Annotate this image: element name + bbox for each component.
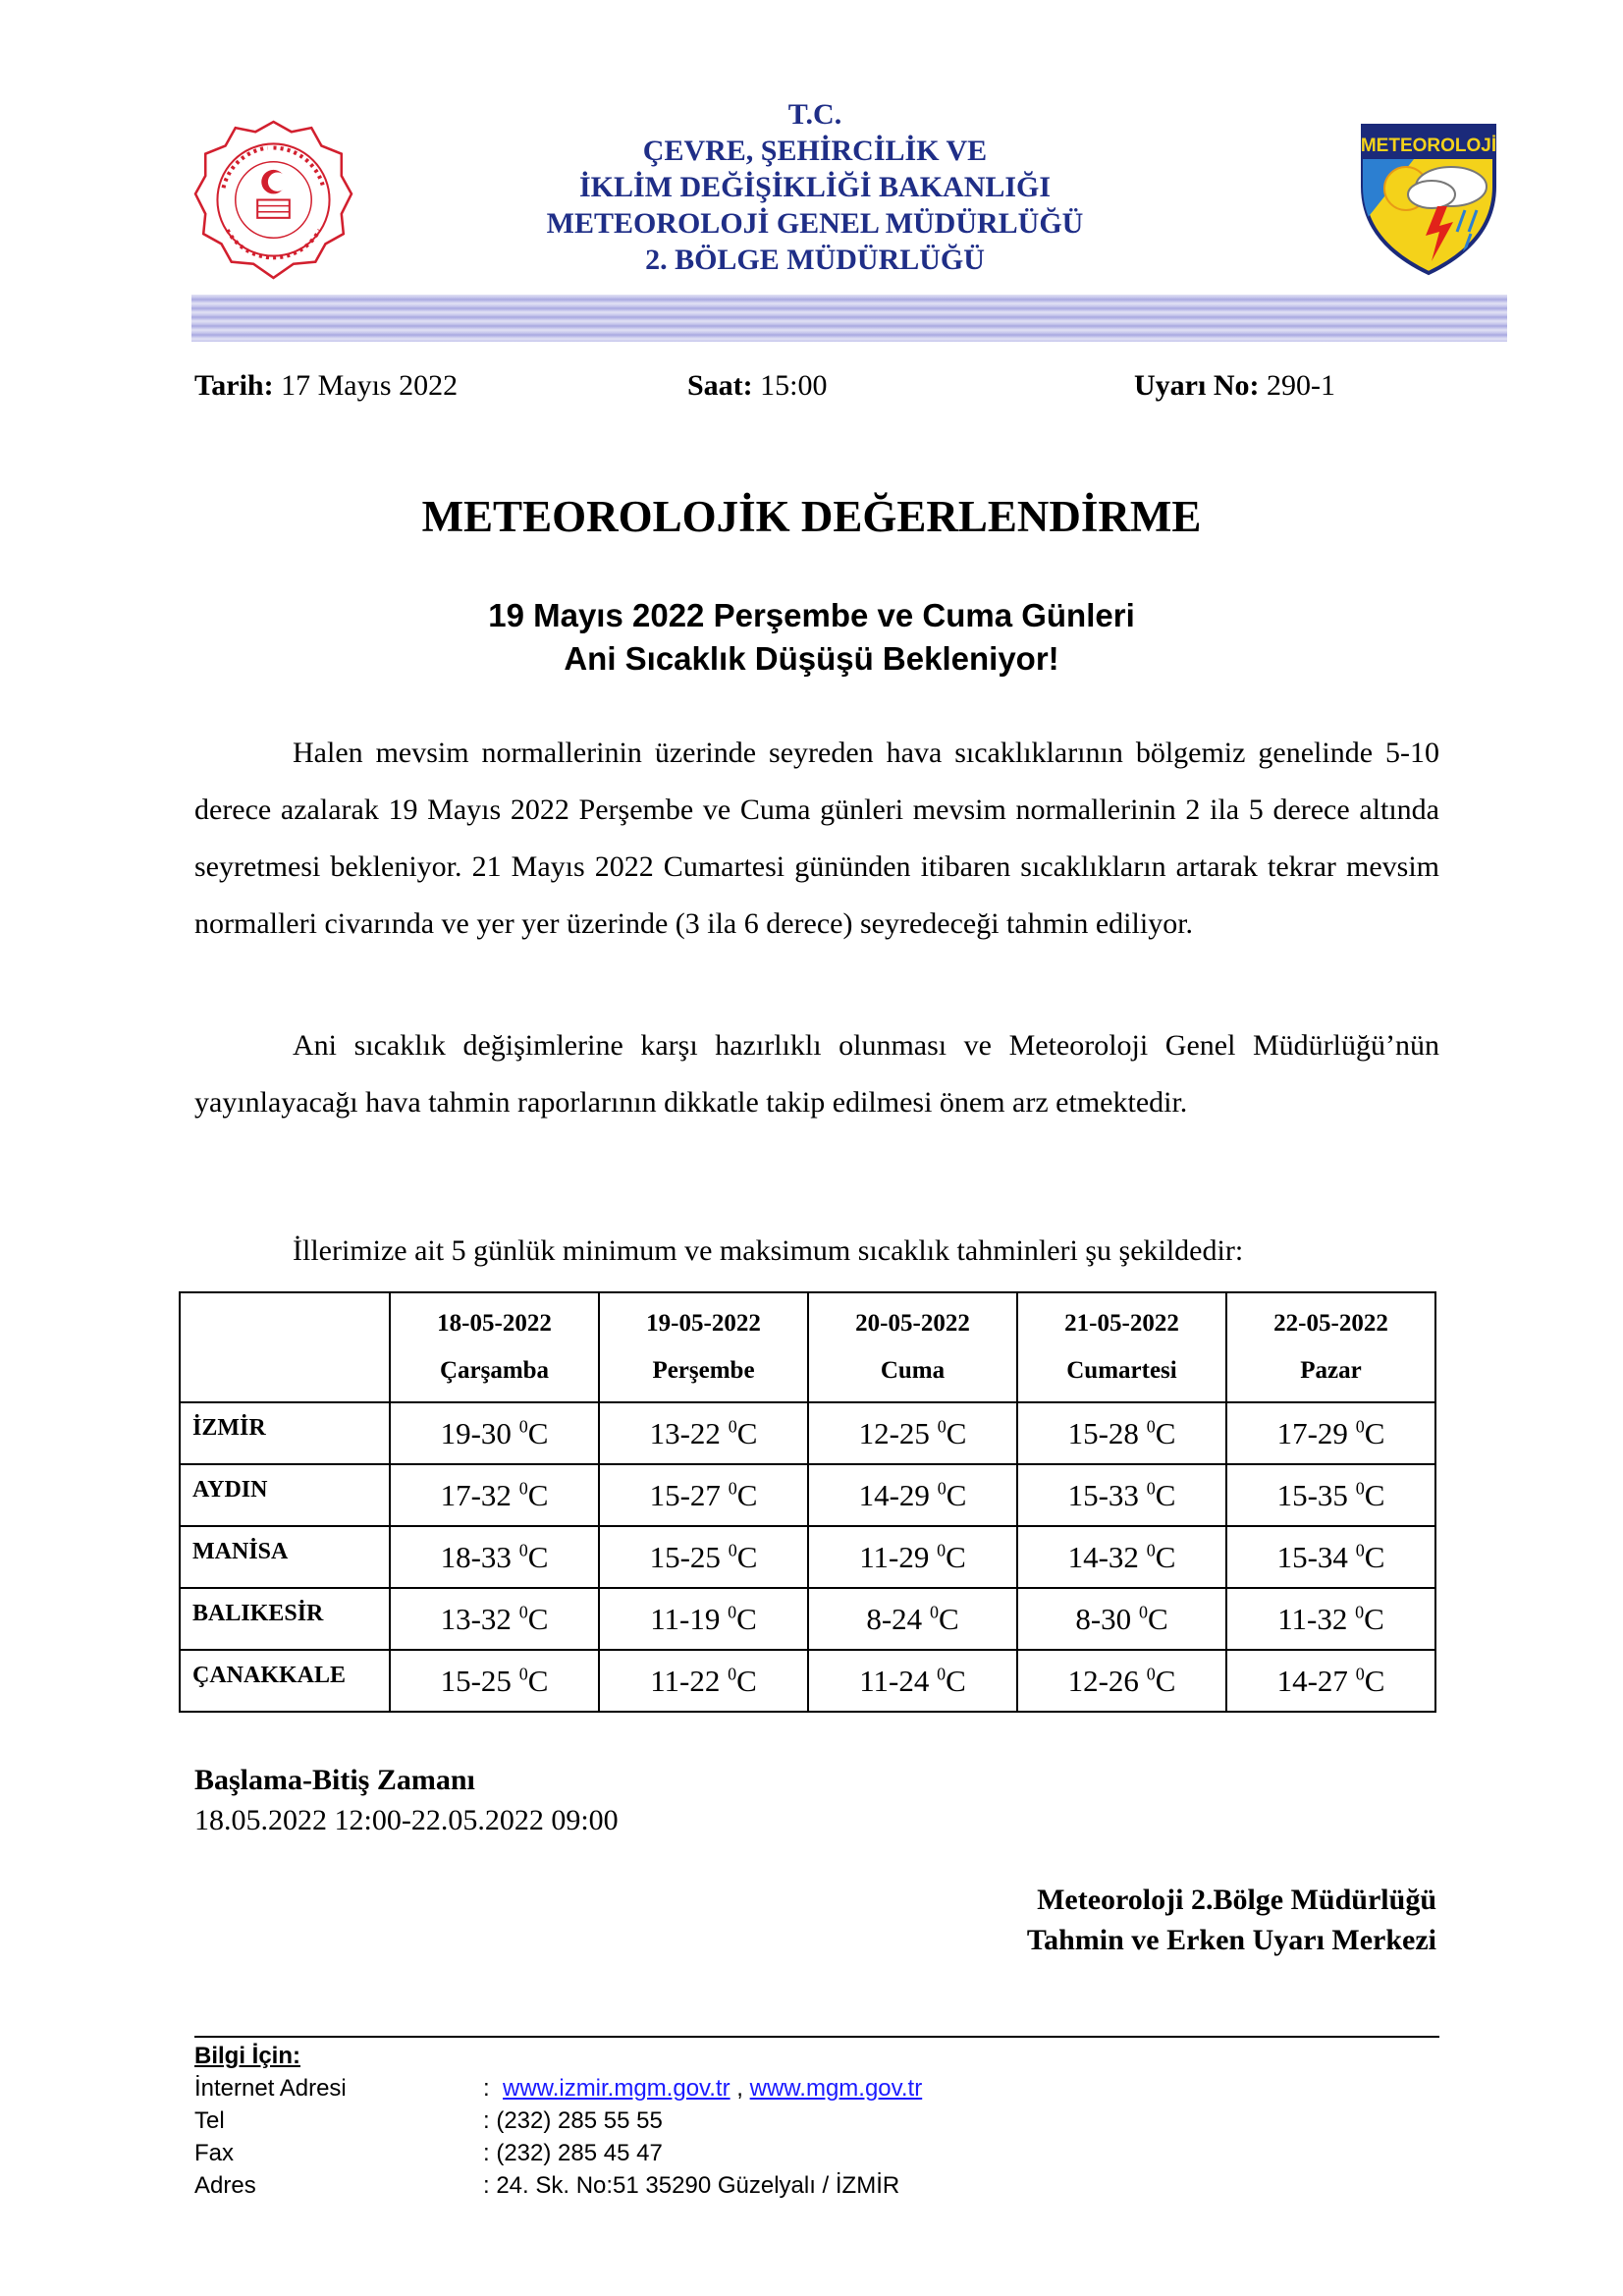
address-label: Adres: [194, 2172, 256, 2199]
temperature-cell: [599, 1402, 808, 1464]
unit: C: [1155, 1415, 1176, 1450]
ministry-seal-logo: [193, 120, 353, 280]
web-colon: :: [483, 2075, 490, 2102]
unit: C: [527, 1477, 549, 1512]
table-row: [180, 1526, 1435, 1588]
temperature-range: 11-22: [650, 1663, 721, 1698]
temperature-range: 11-19: [650, 1601, 721, 1636]
link-mgm[interactable]: www.mgm.gov.tr: [749, 2075, 923, 2102]
temperature-range: 17-29: [1276, 1415, 1348, 1450]
address-value: : 24. Sk. No:51 35290 Güzelyalı / İZMİR: [483, 2172, 900, 2199]
temperature-cell: [599, 1650, 808, 1712]
degree-sup: 0: [518, 1540, 528, 1560]
column-day: Perşembe: [652, 1357, 755, 1384]
column-date: 18-05-2022: [437, 1310, 552, 1337]
temperature-range: 12-25: [858, 1415, 930, 1450]
unit: C: [946, 1415, 967, 1450]
column-date: 20-05-2022: [855, 1310, 970, 1337]
degree-sup: 0: [1146, 1540, 1156, 1560]
temperature-range: 11-24: [859, 1663, 930, 1698]
degree-sup: 0: [1355, 1602, 1365, 1622]
city-cell: MANİSA: [180, 1526, 390, 1588]
column-day: Cumartesi: [1066, 1357, 1177, 1384]
date-value: 17 Mayıs 2022: [281, 369, 459, 402]
temperature-cell: [808, 1402, 1017, 1464]
signature-block: [884, 1880, 1436, 1960]
paragraph-1: Halen mevsim normallerinin üzerinde seyreden hava sıcaklıklarının bölgemiz genelinde 5-10 derece azalarak 19 Mayıs 2022 Perşembe ve Cuma günleri mevsim normallerinin 2 ila 5 derece altında seyretmesi bekleniyor. 21 Mayıs 2022 Cumartesi gününden itibaren sıcaklıkların artarak tekrar mevsim normalleri civarında ve yer yer üzerinde (3 ila 6 derece) seyredeceği tahmin ediliyor.: [194, 737, 1439, 940]
temperature-cell: [1017, 1402, 1226, 1464]
column-day: Pazar: [1300, 1357, 1362, 1384]
organization-heading: [373, 96, 1257, 278]
tel-value: : (232) 285 55 55: [483, 2107, 663, 2134]
temperature-range: 14-29: [858, 1477, 930, 1512]
temperature-range: 15-35: [1276, 1477, 1348, 1512]
org-line-3: İKLİM DEĞİŞİKLİĞİ BAKANLIĞI: [578, 171, 1052, 203]
degree-sup: 0: [937, 1416, 947, 1437]
org-line-2: ÇEVRE, ŞEHİRCİLİK VE: [642, 135, 988, 167]
temperature-range: 15-27: [649, 1477, 721, 1512]
paragraph-3: İllerimize ait 5 günlük minimum ve maksimum sıcaklık tahminleri şu şekildedir:: [293, 1234, 1244, 1267]
temperature-forecast-table: [179, 1291, 1436, 1713]
document-subtitle: [0, 594, 1623, 681]
degree-sup: 0: [937, 1664, 947, 1684]
unit: C: [527, 1415, 549, 1450]
degree-sup: 0: [1146, 1478, 1156, 1499]
unit: C: [1155, 1539, 1176, 1574]
unit: C: [527, 1663, 549, 1698]
paragraph-2: Ani sıcaklık değişimlerine karşı hazırlıklı olunması ve Meteoroloji Genel Müdürlüğü’nün yayınlayacağı hava tahmin raporlarının dikkatle takip edilmesi önem arz etmektedir.: [194, 1029, 1439, 1119]
degree-sup: 0: [1138, 1602, 1148, 1622]
column-header: [599, 1292, 808, 1402]
temperature-cell: [1226, 1650, 1435, 1712]
fax-value: : (232) 285 45 47: [483, 2140, 663, 2166]
unit: C: [736, 1601, 757, 1636]
temperature-range: 18-33: [440, 1539, 512, 1574]
date-field: [194, 369, 458, 403]
city-cell: BALIKESİR: [180, 1588, 390, 1650]
degree-sup: 0: [1146, 1664, 1156, 1684]
temperature-range: 11-29: [859, 1539, 930, 1574]
temperature-cell: [390, 1464, 599, 1526]
warning-label: Uyarı No:: [1134, 369, 1260, 402]
temperature-range: 8-24: [866, 1601, 923, 1636]
header-divider-band: [191, 295, 1507, 342]
unit: C: [946, 1539, 966, 1574]
signature-line-2: Tahmin ve Erken Uyarı Merkezi: [1026, 1924, 1436, 1956]
web-label: İnternet Adresi: [194, 2075, 347, 2102]
period-label: Başlama-Bitiş Zamanı: [194, 1764, 475, 1796]
temperature-range: 14-32: [1067, 1539, 1139, 1574]
column-header: [390, 1292, 599, 1402]
unit: C: [736, 1477, 758, 1512]
subtitle-line-2: Ani Sıcaklık Düşüşü Bekleniyor!: [564, 640, 1059, 677]
unit: C: [1147, 1601, 1168, 1636]
temperature-cell: [808, 1526, 1017, 1588]
org-line-1: T.C.: [787, 98, 842, 131]
temperature-cell: [1226, 1588, 1435, 1650]
table-row: [180, 1402, 1435, 1464]
unit: C: [946, 1663, 966, 1698]
column-day: Cuma: [880, 1357, 946, 1384]
degree-sup: 0: [728, 1664, 737, 1684]
web-separator: ,: [736, 2075, 743, 2102]
temperature-cell: [1226, 1402, 1435, 1464]
degree-sup: 0: [1355, 1416, 1365, 1437]
temperature-cell: [1226, 1464, 1435, 1526]
unit: C: [1364, 1663, 1385, 1698]
temperature-cell: [1017, 1526, 1226, 1588]
degree-sup: 0: [518, 1664, 528, 1684]
unit: C: [1364, 1477, 1385, 1512]
temperature-cell: [808, 1464, 1017, 1526]
temperature-range: 8-30: [1075, 1601, 1132, 1636]
temperature-cell: [1017, 1588, 1226, 1650]
table-header-row: [180, 1292, 1435, 1402]
table-row: [180, 1650, 1435, 1712]
temperature-cell: [599, 1464, 808, 1526]
temperature-cell: [808, 1588, 1017, 1650]
degree-sup: 0: [518, 1602, 528, 1622]
temperature-range: 15-33: [1067, 1477, 1139, 1512]
temperature-range: 15-25: [649, 1539, 721, 1574]
org-line-4: METEOROLOJİ GENEL MÜDÜRLÜĞÜ: [546, 207, 1084, 240]
degree-sup: 0: [728, 1540, 737, 1560]
time-label: Saat:: [687, 369, 753, 402]
document-title: METEOROLOJİK DEĞERLENDİRME: [421, 492, 1202, 541]
temperature-cell: [1017, 1464, 1226, 1526]
warning-value: 290-1: [1266, 369, 1335, 402]
city-cell: ÇANAKKALE: [180, 1650, 390, 1712]
unit: C: [1364, 1415, 1385, 1450]
column-header: [1017, 1292, 1226, 1402]
column-date: 22-05-2022: [1273, 1310, 1388, 1337]
link-izmir-mgm[interactable]: www.izmir.mgm.gov.tr: [503, 2075, 730, 2102]
temperature-cell: [599, 1588, 808, 1650]
temperature-cell: [390, 1650, 599, 1712]
temperature-cell: [390, 1588, 599, 1650]
unit: C: [946, 1477, 967, 1512]
temperature-range: 13-22: [649, 1415, 721, 1450]
temperature-range: 15-25: [440, 1663, 512, 1698]
meteoroloji-shield-logo: [1355, 116, 1502, 278]
signature-line-1: Meteoroloji 2.Bölge Müdürlüğü: [1037, 1884, 1436, 1916]
degree-sup: 0: [1355, 1664, 1365, 1684]
degree-sup: 0: [518, 1416, 528, 1437]
warning-number-field: [1134, 369, 1335, 403]
degree-sup: 0: [728, 1416, 737, 1437]
column-day: Çarşamba: [439, 1357, 550, 1384]
column-date: 19-05-2022: [646, 1310, 761, 1337]
degree-sup: 0: [929, 1602, 939, 1622]
date-label: Tarih:: [194, 369, 274, 402]
fax-label: Fax: [194, 2140, 235, 2166]
temperature-cell: [390, 1526, 599, 1588]
unit: C: [1155, 1663, 1176, 1698]
temperature-cell: [1017, 1650, 1226, 1712]
footer-divider: [194, 2036, 1439, 2038]
unit: C: [736, 1663, 757, 1698]
temperature-cell: [808, 1650, 1017, 1712]
column-header: [1226, 1292, 1435, 1402]
table-row: [180, 1588, 1435, 1650]
degree-sup: 0: [1355, 1478, 1365, 1499]
unit: C: [1364, 1539, 1385, 1574]
temperature-range: 19-30: [440, 1415, 512, 1450]
org-line-5: 2. BÖLGE MÜDÜRLÜĞÜ: [645, 244, 985, 276]
city-cell: İZMİR: [180, 1402, 390, 1464]
tel-label: Tel: [194, 2107, 225, 2134]
unit: C: [527, 1601, 549, 1636]
right-logo-text: METEOROLOJİ: [1360, 136, 1497, 156]
table-corner-cell: [180, 1292, 390, 1402]
temperature-range: 13-32: [440, 1601, 512, 1636]
temperature-range: 11-32: [1277, 1601, 1348, 1636]
temperature-cell: [599, 1526, 808, 1588]
temperature-range: 14-27: [1276, 1663, 1348, 1698]
city-cell: AYDIN: [180, 1464, 390, 1526]
temperature-cell: [1226, 1526, 1435, 1588]
degree-sup: 0: [937, 1478, 947, 1499]
unit: C: [1364, 1601, 1384, 1636]
degree-sup: 0: [937, 1540, 947, 1560]
web-value: [483, 2075, 922, 2103]
unit: C: [938, 1601, 959, 1636]
subtitle-line-1: 19 Mayıs 2022 Perşembe ve Cuma Günleri: [488, 597, 1135, 633]
time-field: [687, 369, 828, 403]
table-body: [180, 1402, 1435, 1712]
degree-sup: 0: [1355, 1540, 1365, 1560]
time-value: 15:00: [760, 369, 828, 402]
temperature-range: 15-34: [1276, 1539, 1348, 1574]
unit: C: [1155, 1477, 1176, 1512]
column-date: 21-05-2022: [1064, 1310, 1179, 1337]
unit: C: [736, 1415, 758, 1450]
temperature-range: 15-28: [1067, 1415, 1139, 1450]
period-value: 18.05.2022 12:00-22.05.2022 09:00: [194, 1804, 619, 1836]
temperature-cell: [390, 1402, 599, 1464]
degree-sup: 0: [728, 1602, 737, 1622]
temperature-range: 12-26: [1067, 1663, 1139, 1698]
unit: C: [527, 1539, 549, 1574]
footer-heading: Bilgi İçin:: [194, 2043, 300, 2069]
temperature-range: 17-32: [440, 1477, 512, 1512]
degree-sup: 0: [518, 1478, 528, 1499]
table-row: [180, 1464, 1435, 1526]
degree-sup: 0: [728, 1478, 737, 1499]
column-header: [808, 1292, 1017, 1402]
degree-sup: 0: [1146, 1416, 1156, 1437]
unit: C: [736, 1539, 758, 1574]
